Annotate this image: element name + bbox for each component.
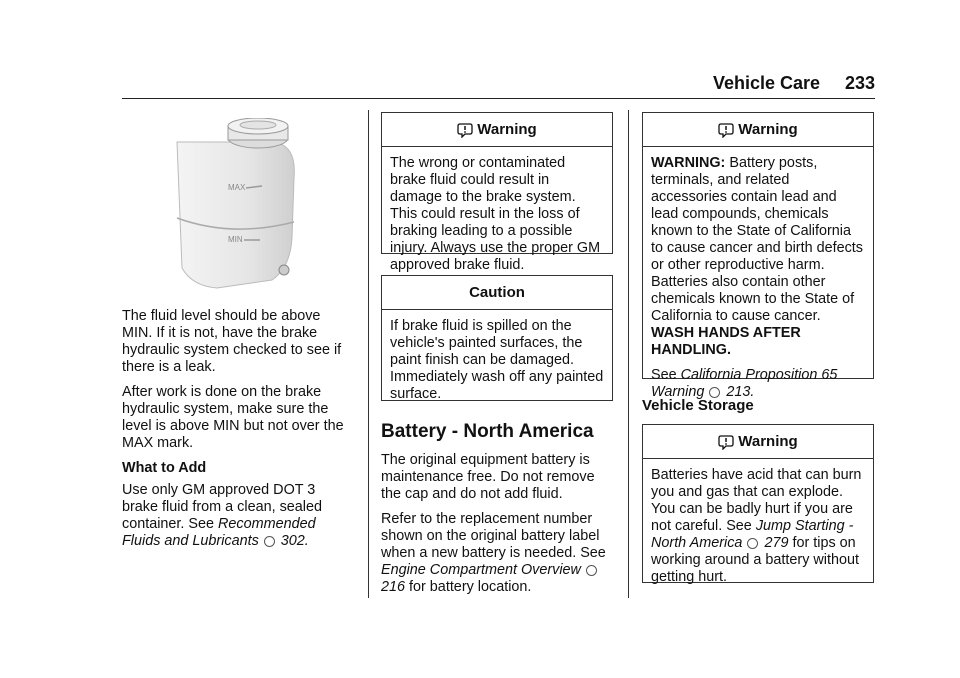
warning-text — [651, 155, 865, 359]
page-reference-icon — [747, 538, 758, 549]
caution-title: Caution — [469, 284, 525, 301]
warning-header — [643, 113, 873, 147]
page-number: 233 — [845, 73, 876, 93]
page-reference[interactable]: 216 — [381, 579, 406, 595]
see-label: See — [651, 367, 677, 383]
battery-heading: Battery - North America — [381, 421, 594, 442]
warning-body: Batteries have acid that can burn you and gas that can explode. You can be badly hurt if you are not careful. See — [651, 467, 862, 534]
caution-header — [382, 276, 612, 310]
warning-text: The wrong or contaminated brake fluid could result in damage to the brake system. This could result in the loss of braking leading to a possible injury. Always use the proper GM approved brake fluid. — [390, 155, 601, 273]
page-reference[interactable]: 279 — [764, 535, 789, 551]
caution-text: If brake fluid is spilled on the vehicle's painted surfaces, the paint finish can be damaged. Immediately wash off any painted surface. — [390, 318, 604, 402]
warning-box — [642, 424, 874, 583]
warning-icon — [718, 434, 734, 450]
column-2 — [381, 112, 613, 604]
warning-lead: WARNING: — [651, 155, 726, 171]
min-mark-label: MIN — [228, 235, 243, 244]
cross-reference-link[interactable]: California Proposition 65 Warning — [651, 367, 838, 400]
warning-icon — [718, 122, 734, 138]
paragraph: The fluid level should be above MIN. If it is not, have the brake hydraulic system checked to see if there is a leak. — [122, 308, 342, 375]
page-reference-icon — [264, 536, 275, 547]
warning-icon — [457, 122, 473, 138]
cross-reference-link[interactable]: Engine Compartment Overview — [381, 562, 581, 578]
paragraph: After work is done on the brake hydraulic system, make sure the level is above MIN but not over the MAX mark. — [122, 384, 344, 451]
page-reference[interactable]: 213. — [726, 384, 755, 400]
warning-see-also — [651, 367, 865, 401]
warning-title: Warning — [738, 121, 798, 138]
paragraph — [381, 511, 613, 596]
paragraph-text: for battery location. — [409, 579, 532, 595]
warning-body: Battery posts, terminals, and related accessories contain lead and lead compounds, chemicals known to the State of California to cause cancer and birth defects or other reproductive harm. Batteries also contain other chemicals known to the State of California to cause cancer. — [651, 155, 863, 324]
header-divider — [122, 98, 875, 99]
caution-box — [381, 275, 613, 401]
page-reference[interactable]: 302. — [280, 533, 309, 549]
cross-reference-link[interactable]: Recommended Fluids and Lubricants — [122, 516, 316, 549]
page-reference-icon — [586, 565, 597, 576]
paragraph: The original equipment battery is maintenance free. Do not remove the cap and do not add fluid. — [381, 452, 595, 502]
warning-tail: for tips on working around a battery without getting hurt. — [651, 535, 859, 585]
max-mark-label: MAX — [228, 183, 246, 192]
warning-emphasis: WASH HANDS AFTER HANDLING. — [651, 325, 801, 358]
warning-header — [382, 113, 612, 147]
column-3 — [642, 112, 874, 583]
what-to-add-label: What to Add — [122, 460, 207, 476]
column-divider — [628, 110, 629, 598]
vehicle-storage-heading: Vehicle Storage — [642, 397, 754, 414]
warning-title: Warning — [738, 433, 798, 450]
warning-box — [381, 112, 613, 273]
section-title: Vehicle Care — [713, 73, 821, 93]
warning-header — [643, 425, 873, 459]
warning-title: Warning — [477, 121, 537, 138]
cross-reference-link[interactable]: Jump Starting - North America — [651, 518, 854, 551]
warning-box — [642, 112, 874, 400]
brake-reservoir-illustration — [122, 118, 354, 296]
paragraph-text: Use only GM approved DOT 3 brake fluid from a clean, sealed container. See — [122, 482, 322, 532]
paragraph — [122, 482, 354, 550]
paragraph-text: Refer to the replacement number shown on the original battery label when a new battery is needed. See — [381, 511, 606, 561]
column-divider — [368, 110, 369, 598]
column-1 — [122, 118, 354, 558]
warning-text — [651, 467, 865, 586]
